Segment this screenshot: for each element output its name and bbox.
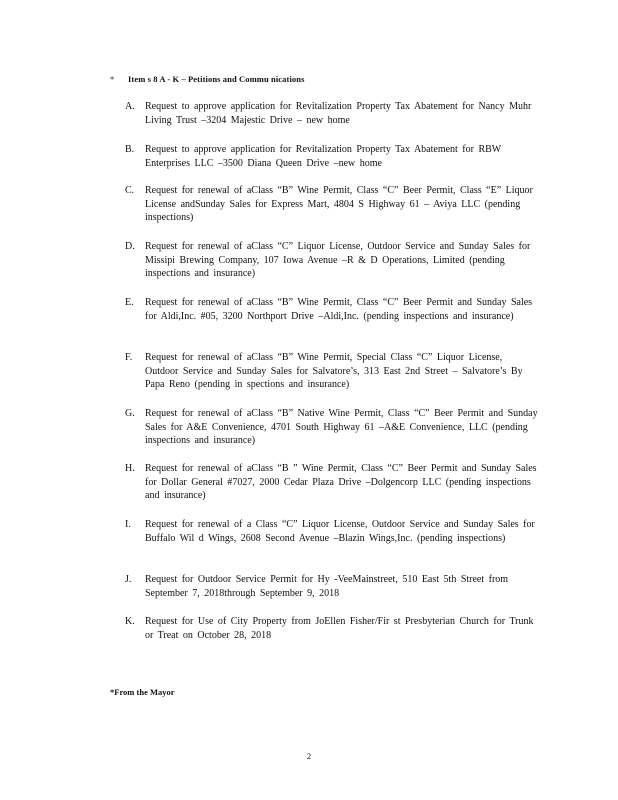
item-letter: A. <box>125 101 135 112</box>
item-letter: E. <box>125 297 134 308</box>
heading-bullet: * <box>110 74 115 84</box>
item-text: Request for renewal of a Class “C” Liquor License, Outdoor Service and Sunday Sales for Buffalo Wil d Wings, 2608 Second Avenue –Blazin Wings,Inc. (pending inspections) <box>145 519 535 544</box>
item-letter: F. <box>125 352 133 363</box>
item-letter: K. <box>125 616 135 627</box>
item-text: Request for Outdoor Service Permit for Hy -VeeMainstreet, 510 East 5th Street from September 7, 2018through September 9, 2018 <box>145 574 509 599</box>
section-heading-mayor <box>110 687 175 697</box>
page-number: 2 <box>306 751 312 761</box>
item-text: Request to approve application for Revitalization Property Tax Abatement for Nancy Muhr Living Trust –3204 Majestic Drive – new home <box>145 101 532 126</box>
item-text: Request for renewal of aClass “B” Wine Permit, Class “C” Beer Permit and Sunday Sales for Aldi,Inc. #05, 3200 Northport Drive –Aldi,Inc. (pending inspections and insurance) <box>145 297 533 322</box>
item-text: Request for Use of City Property from JoEllen Fisher/Fir st Presbyterian Church for Trunk or Treat on October 28, 2018 <box>145 616 534 641</box>
heading-text: Item s 8 A - K – Petitions and Commu nications <box>128 74 305 84</box>
item-text: Request for renewal of aClass “B” Wine Permit, Special Class “C” Liquor License, Outdoor Service and Sunday Sales for Salvatore’s, 313 East 2nd Street – Salvatore’s By Papa Reno (pending in spections and insurance) <box>145 352 523 390</box>
item-letter: C. <box>125 185 135 196</box>
item-text: Request for renewal of aClass “B ” Wine Permit, Class “C” Beer Permit and Sunday Sales for Dollar General #7027, 2000 Cedar Plaza Drive –Dolgencorp LLC (pending inspections and insurance) <box>145 463 537 501</box>
item-letter: J. <box>125 574 132 585</box>
footer-bullet: * <box>110 687 115 697</box>
item-letter: D. <box>125 241 135 252</box>
item-text: Request for renewal of aClass “B” Wine Permit, Class “C” Beer Permit, Class “E” Liquor License andSunday Sales for Express Mart, 4804 S Highway 61 – Aviya LLC (pending inspections) <box>145 185 533 223</box>
item-text: Request for renewal of aClass “C” Liquor License, Outdoor Service and Sunday Sales for Missipi Brewing Company, 107 Iowa Avenue –R & D Operations, Limited (pending inspections and insurance) <box>145 241 531 279</box>
item-letter: I. <box>125 519 131 530</box>
section-heading-petitions <box>110 74 305 84</box>
item-letter: G. <box>125 408 135 419</box>
item-letter: H. <box>125 463 135 474</box>
item-letter: B. <box>125 144 135 155</box>
item-text: Request for renewal of aClass “B” Native Wine Permit, Class “C” Beer Permit and Sunday Sales for A&E Convenience, 4701 South Highway 61 –A&E Convenience, LLC (pending inspections and insurance) <box>145 408 538 446</box>
item-text: Request to approve application for Revitalization Property Tax Abatement for RBW Enterprises LLC –3500 Diana Queen Drive –new home <box>145 144 502 169</box>
footer-heading-text: From the Mayor <box>114 687 175 697</box>
